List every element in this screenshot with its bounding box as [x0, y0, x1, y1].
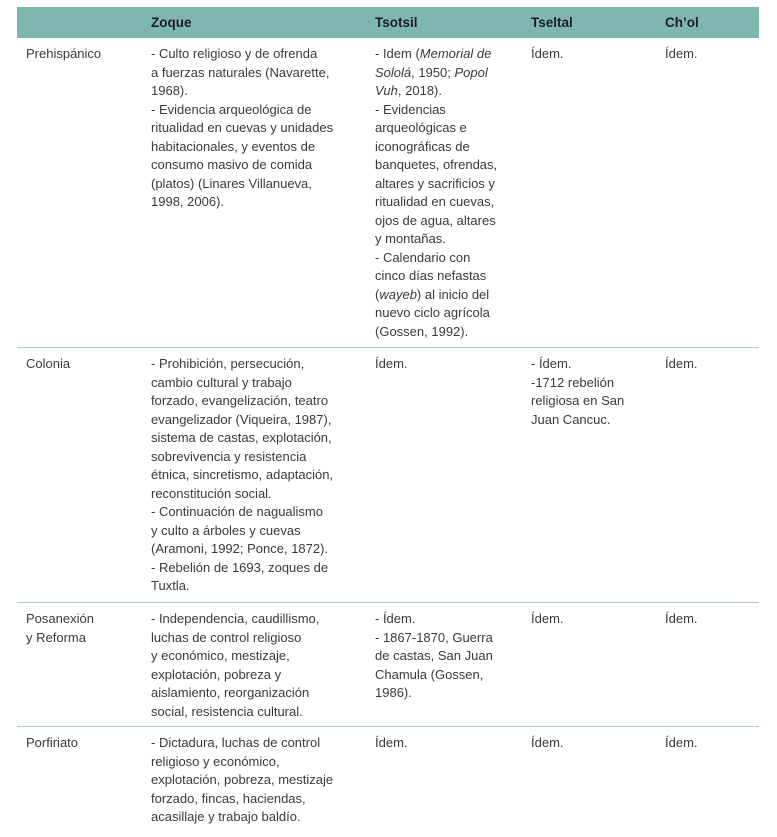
- zoque-cell: [141, 348, 367, 602]
- cell-line: [151, 808, 367, 827]
- italic-text: Popol: [454, 64, 488, 80]
- text-segment: Ídem.: [531, 611, 564, 626]
- text-segment: de castas, San Juan: [375, 648, 493, 663]
- cell-line: [375, 267, 524, 286]
- text-segment: religiosa en San: [531, 393, 625, 408]
- cell-line: [531, 610, 659, 629]
- cell-line: [151, 119, 367, 138]
- cell-line: [375, 304, 524, 323]
- cell-line: [151, 64, 367, 83]
- text-segment: Ídem.: [665, 46, 698, 61]
- text-segment: - Calendario con: [375, 249, 471, 265]
- text-segment: Ídem.: [665, 735, 698, 750]
- text-segment: - 1867-1870, Guerra: [375, 629, 493, 645]
- cell-line: [375, 64, 524, 83]
- table-row: [17, 348, 759, 603]
- text-segment: nuevo ciclo agrícola: [375, 305, 490, 320]
- text-segment: consumo masivo de comida: [151, 157, 313, 172]
- table-row: [17, 38, 759, 348]
- period-cell: [17, 38, 141, 347]
- text-segment: Ídem.: [665, 356, 698, 371]
- text-segment: banquetes, ofrendas,: [375, 157, 498, 172]
- cell-line: [531, 45, 659, 64]
- cell-line: [151, 790, 367, 809]
- chol-cell: [659, 603, 759, 726]
- cell-line: [151, 429, 367, 448]
- cell-line: [531, 374, 659, 393]
- text-segment: - Prohibición, persecución,: [151, 356, 305, 371]
- text-segment: y culto a árboles y cuevas: [151, 522, 301, 538]
- cell-line: [375, 193, 524, 212]
- text-segment: Ídem.: [375, 735, 408, 750]
- cell-line: [151, 82, 367, 101]
- cell-line: Posanexión: [26, 611, 94, 626]
- text-segment: - Evidencia arqueológica de: [151, 101, 312, 117]
- cell-line: [375, 355, 524, 374]
- cell-line: [151, 138, 367, 157]
- cell-line: [151, 753, 367, 772]
- tsotsil-cell: [367, 348, 524, 602]
- text-segment: (platos) (Linares Villanueva,: [151, 175, 312, 191]
- tsotsil-cell: [367, 727, 524, 837]
- cell-line: [151, 355, 367, 374]
- cell-line: [151, 610, 367, 629]
- cell-line: [151, 577, 367, 596]
- cell-line: [375, 212, 524, 231]
- text-segment: explotación, pobreza y: [151, 666, 282, 682]
- cell-line: [375, 156, 524, 175]
- text-segment: - Independencia, caudillismo,: [151, 611, 320, 626]
- cell-line: [375, 175, 524, 194]
- cell-line: [375, 629, 524, 648]
- text-segment: habitacionales, y eventos de: [151, 138, 316, 154]
- text-segment: a fuerzas naturales (Navarette,: [151, 64, 330, 80]
- tsotsil-cell: [367, 603, 524, 726]
- cell-line: Porfiriato: [26, 735, 79, 750]
- text-segment: - Continuación de nagualismo: [151, 504, 323, 519]
- text-segment: (: [375, 286, 380, 302]
- text-segment: Ídem.: [531, 46, 564, 61]
- text-segment: - Dictadura, luchas de control: [151, 735, 321, 750]
- cell-line: [151, 771, 367, 790]
- tseltal-cell: [524, 348, 659, 602]
- tseltal-cell: [524, 727, 659, 837]
- period-cell: [17, 727, 141, 837]
- cell-line: [375, 249, 524, 268]
- text-segment: - Rebelión de 1693, zoques de: [151, 559, 329, 575]
- text-segment: forzado, fincas, haciendas,: [151, 790, 306, 806]
- text-segment: social, resistencia cultural.: [151, 703, 303, 719]
- text-segment: 1998, 2006).: [151, 194, 225, 209]
- table-row: [17, 727, 759, 837]
- text-segment: ritualidad en cuevas y unidades: [151, 120, 334, 135]
- chol-cell: [659, 38, 759, 347]
- table-row: [17, 603, 759, 727]
- tsotsil-cell: [367, 38, 524, 347]
- cell-line: [375, 734, 524, 753]
- period-cell: [17, 348, 141, 602]
- text-segment: Ídem.: [375, 356, 408, 371]
- cell-line: [151, 374, 367, 393]
- cell-line: [375, 101, 524, 120]
- table-header: [17, 7, 759, 38]
- cell-line: [375, 647, 524, 666]
- italic-text: Vuh: [375, 83, 398, 98]
- cell-line: [375, 684, 524, 703]
- cell-line: [375, 323, 524, 342]
- text-segment: (Aramoni, 1992; Ponce, 1872).: [151, 541, 329, 556]
- cell-line: [375, 286, 524, 305]
- text-segment: explotación, pobreza, mestizaje: [151, 772, 334, 787]
- cell-line: [151, 411, 367, 430]
- text-segment: - Ídem.: [531, 356, 572, 371]
- text-segment: acasillaje y trabajo baldío.: [151, 809, 301, 824]
- text-segment: étnica, sincretismo, adaptación,: [151, 467, 334, 482]
- text-segment: sistema de castas, explotación,: [151, 430, 332, 445]
- text-segment: sobrevivencia y resistencia: [151, 448, 307, 464]
- text-segment: ) al inicio del: [416, 286, 490, 302]
- cell-line: [151, 629, 367, 648]
- text-segment: arqueológicas e: [375, 120, 467, 135]
- text-segment: , 2018).: [397, 83, 442, 98]
- text-segment: aislamiento, reorganización: [151, 685, 310, 700]
- cell-line: [151, 734, 367, 753]
- text-segment: Juan Cancuc.: [531, 411, 611, 427]
- text-segment: altares y sacrificios y: [375, 175, 495, 191]
- text-segment: luchas de control religioso: [151, 629, 302, 645]
- header-period: [17, 7, 141, 38]
- italic-text: Memorial de: [419, 46, 492, 61]
- text-segment: - Ídem.: [375, 611, 416, 626]
- text-segment: (Gossen, 1992).: [375, 323, 469, 339]
- text-segment: 1968).: [151, 83, 188, 98]
- zoque-cell: [141, 38, 367, 347]
- text-segment: Ídem.: [531, 735, 564, 750]
- cell-line: [375, 119, 524, 138]
- cell-line: [151, 45, 367, 64]
- cell-line: [665, 610, 759, 629]
- cell-line: y Reforma: [26, 629, 86, 645]
- header-tsotsil: Tsotsil: [375, 15, 418, 30]
- text-segment: - Culto religioso y de ofrenda: [151, 46, 318, 61]
- zoque-cell: [141, 603, 367, 726]
- cell-line: [375, 666, 524, 685]
- chol-cell: [659, 348, 759, 602]
- cell-line: [375, 138, 524, 157]
- text-segment: evangelizador (Viqueira, 1987),: [151, 411, 332, 427]
- text-segment: 1986).: [375, 685, 412, 700]
- text-segment: ritualidad en cuevas,: [375, 194, 495, 209]
- cell-line: [151, 466, 367, 485]
- cell-line: [151, 101, 367, 120]
- history-table: [17, 7, 759, 837]
- cell-line: [375, 45, 524, 64]
- cell-line: [151, 540, 367, 559]
- text-segment: cambio cultural y trabajo: [151, 374, 292, 390]
- cell-line: [531, 411, 659, 430]
- text-segment: ojos de agua, altares: [375, 212, 496, 228]
- italic-text: Sololá: [375, 64, 412, 80]
- cell-line: [665, 734, 759, 753]
- cell-line: [151, 503, 367, 522]
- cell-line: [151, 193, 367, 212]
- text-segment: - Idem (: [375, 46, 420, 61]
- text-segment: iconográficas de: [375, 138, 470, 154]
- chol-cell: [659, 727, 759, 837]
- cell-line: [151, 522, 367, 541]
- cell-line: [151, 448, 367, 467]
- cell-line: Prehispánico: [26, 46, 102, 61]
- text-segment: Chamula (Gossen,: [375, 666, 484, 682]
- cell-line: [151, 175, 367, 194]
- cell-line: [151, 156, 367, 175]
- text-segment: , 1950;: [411, 64, 455, 80]
- text-segment: cinco días nefastas: [375, 268, 487, 283]
- cell-line: [151, 703, 367, 722]
- text-segment: y económico, mestizaje,: [151, 648, 290, 663]
- cell-line: [665, 355, 759, 374]
- text-segment: - Evidencias: [375, 101, 446, 117]
- text-segment: y montañas.: [375, 231, 446, 246]
- cell-line: [375, 610, 524, 629]
- cell-line: [151, 559, 367, 578]
- cell-line: [151, 666, 367, 685]
- italic-text: wayeb: [379, 286, 417, 302]
- period-cell: [17, 603, 141, 726]
- tseltal-cell: [524, 603, 659, 726]
- header-tseltal: Tseltal: [531, 15, 573, 30]
- cell-line: [151, 485, 367, 504]
- text-segment: reconstitución social.: [151, 485, 272, 501]
- text-segment: -1712 rebelión: [531, 374, 615, 390]
- cell-line: [531, 392, 659, 411]
- text-segment: Ídem.: [665, 611, 698, 626]
- cell-line: [531, 734, 659, 753]
- cell-line: [151, 392, 367, 411]
- tseltal-cell: [524, 38, 659, 347]
- zoque-cell: [141, 727, 367, 837]
- cell-line: [151, 684, 367, 703]
- header-zoque: Zoque: [151, 15, 192, 30]
- text-segment: religioso y económico,: [151, 753, 280, 769]
- cell-line: [151, 647, 367, 666]
- cell-line: [375, 82, 524, 101]
- text-segment: Tuxtla.: [151, 578, 190, 593]
- cell-line: Colonia: [26, 356, 71, 371]
- cell-line: [665, 45, 759, 64]
- cell-line: [531, 355, 659, 374]
- text-segment: forzado, evangelización, teatro: [151, 393, 329, 408]
- cell-line: [375, 230, 524, 249]
- header-chol: Ch’ol: [665, 15, 699, 30]
